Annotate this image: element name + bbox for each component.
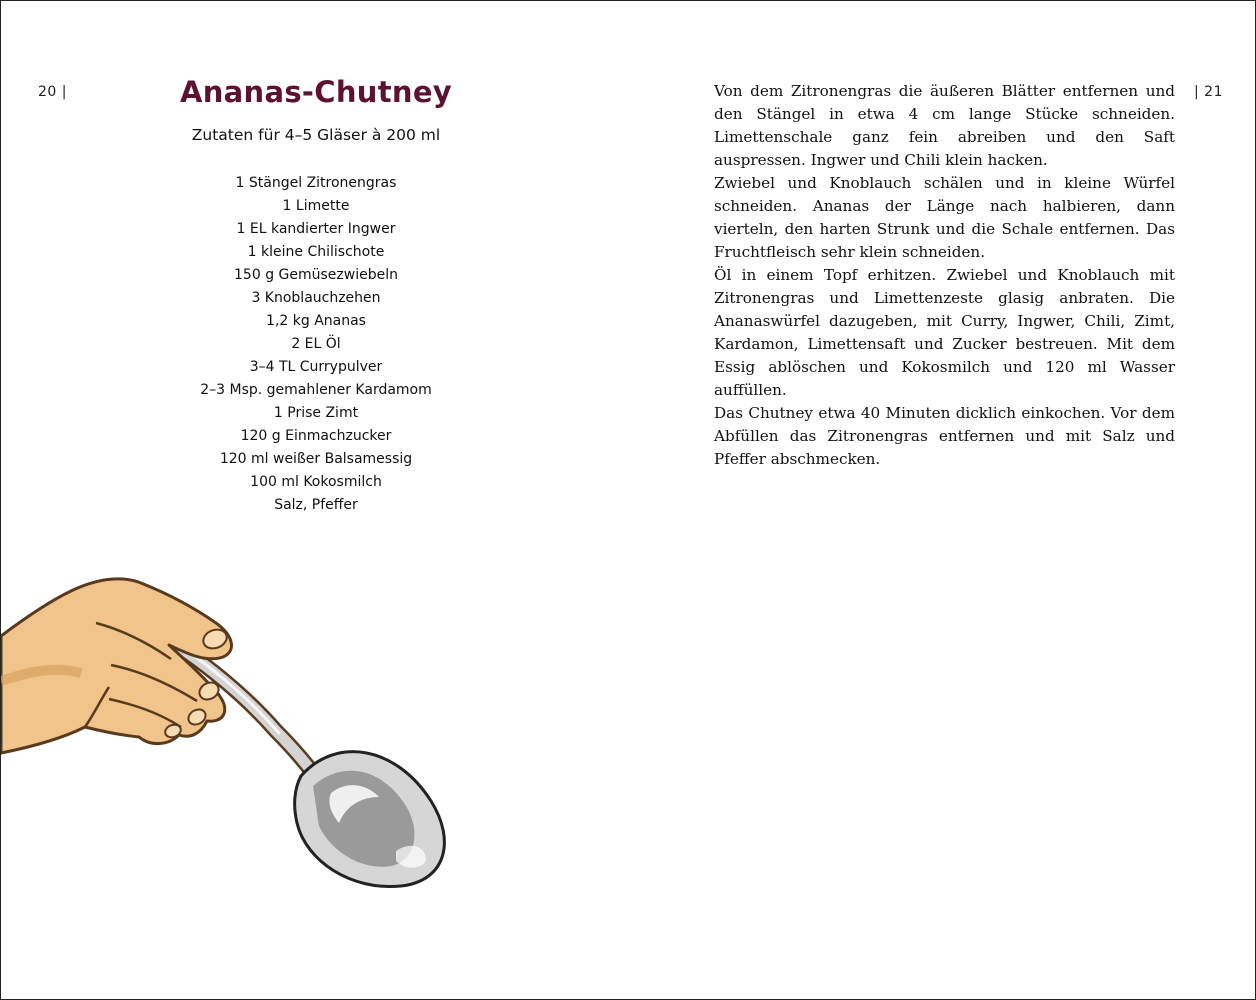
ingredient-item: 2 EL Öl bbox=[291, 336, 341, 352]
ingredient-item: 100 ml Kokosmilch bbox=[250, 474, 382, 490]
preparation-step: Das Chutney etwa 40 Minuten dicklich einkochen. Vor dem Abfüllen das Zitronengras entfernen und mit Salz und Pfeffer abschmecken. bbox=[714, 404, 1175, 468]
ingredient-item: 1 EL kandierter Ingwer bbox=[236, 221, 396, 237]
preparation-text bbox=[714, 80, 1175, 471]
ingredient-item: 2–3 Msp. gemahlener Kardamom bbox=[200, 382, 432, 398]
hand-holding-spoon-icon bbox=[1, 561, 461, 901]
recipe-yield: Zutaten für 4–5 Gläser à 200 ml bbox=[191, 126, 441, 144]
ingredient-item: 1 Prise Zimt bbox=[273, 405, 359, 421]
ingredient-item: 1 Limette bbox=[282, 198, 350, 214]
ingredient-item: 1 kleine Chilischote bbox=[247, 244, 385, 260]
ingredient-item: 150 g Gemüsezwiebeln bbox=[234, 267, 398, 283]
ingredient-item: 1 Stängel Zitronengras bbox=[235, 175, 397, 191]
ingredient-item: 1,2 kg Ananas bbox=[266, 313, 366, 329]
page-number-right: | 21 bbox=[1194, 84, 1223, 100]
preparation-step: Öl in einem Topf erhitzen. Zwiebel und Knoblauch mit Zitronengras und Limettenzeste glasig anbraten. Die Ananaswürfel dazugeben, mit Curry, Ingwer, Chili, Zimt, Kardamon, Limettensaft und Zucker bestreuen. Mit dem Essig ablöschen und Kokosmilch und 120 ml Wasser auffüllen. bbox=[714, 266, 1175, 399]
ingredient-item: 3 Knoblauchzehen bbox=[251, 290, 381, 306]
ingredient-list bbox=[121, 172, 511, 517]
ingredient-item: 120 g Einmachzucker bbox=[240, 428, 392, 444]
ingredient-item: 3–4 TL Currypulver bbox=[249, 359, 383, 375]
recipe-title: Ananas-Chutney bbox=[179, 75, 453, 109]
page-number-left: 20 | bbox=[38, 84, 67, 100]
preparation-step: Von dem Zitronengras die äußeren Blätter entfernen und den Stängel in etwa 4 cm lange Stücke schneiden. Limettenschale ganz fein abreiben und den Saft auspressen. Ingwer und Chili klein hacken. bbox=[714, 82, 1175, 169]
ingredient-item: 120 ml weißer Balsamessig bbox=[219, 451, 413, 467]
preparation-step: Zwiebel und Knoblauch schälen und in kleine Würfel schneiden. Ananas der Länge nach halbieren, dann vierteln, den harten Strunk und die Schale entfernen. Das Fruchtfleisch sehr klein schneiden. bbox=[714, 174, 1175, 261]
ingredient-item: Salz, Pfeffer bbox=[274, 497, 358, 513]
